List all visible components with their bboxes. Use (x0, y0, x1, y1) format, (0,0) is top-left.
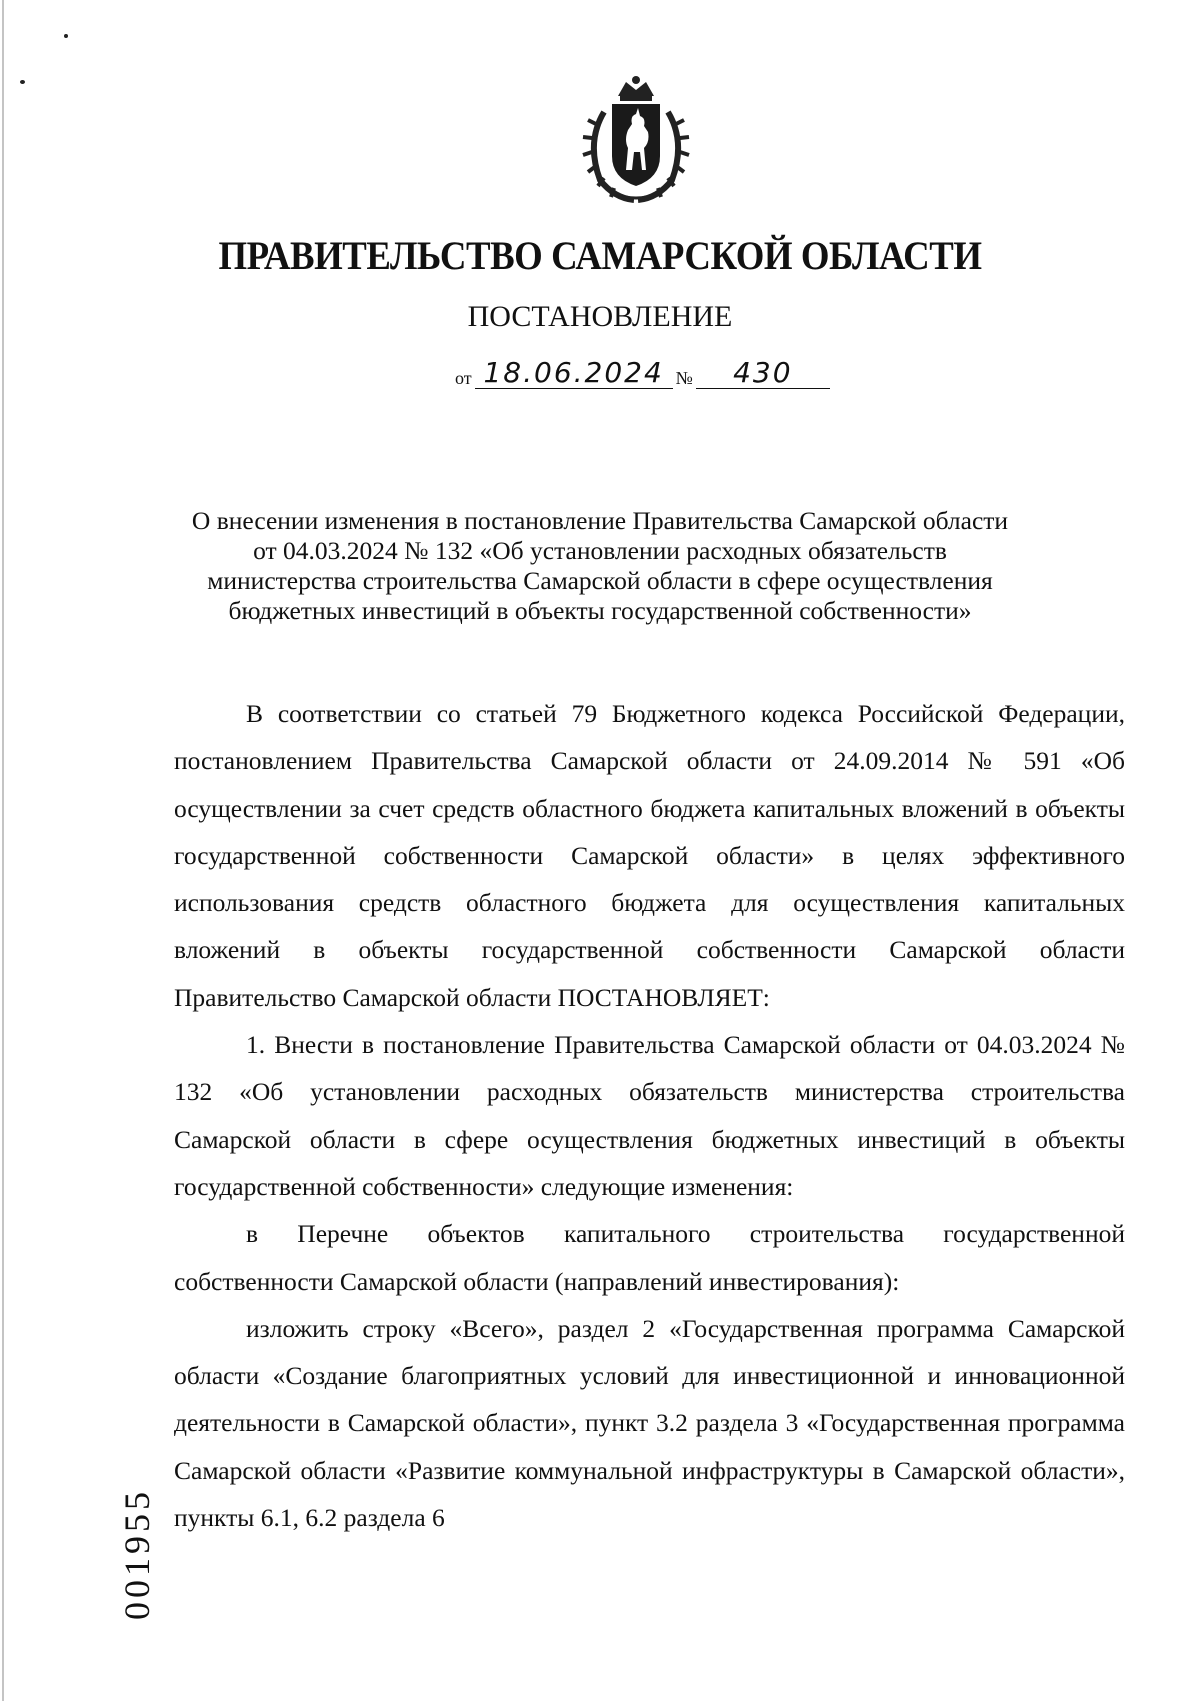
coat-of-arms-icon (574, 72, 698, 204)
document-type: ПОСТАНОВЛЕНИЕ (467, 300, 733, 333)
date-number-line (452, 358, 852, 389)
scan-speck (20, 80, 25, 84)
number-label: № (675, 368, 693, 388)
date-value: 18.06.2024 (475, 358, 673, 389)
body-paragraph: изложить строку «Всего», раздел 2 «Государственная программа Самарской области «Создание благоприятных условий для инвестиционной и инновационной деятельности в Самарской области», пункт 3.2 раздела 3 «Государственная программа Самарской области «Развитие коммунальной инфраструктуры в Самарской области», пункты 6.1, 6.2 раздела 6 (174, 1313, 1125, 1533)
subject-line: министерства строительства Самарской области в сфере осуществления (207, 566, 993, 595)
body-paragraph: 1. Внести в постановление Правительства Самарской области от 04.03.2024 № 132 «Об установлении расходных обязательств министерства строительства Самарской области в сфере осуществления бюджетных инвестиций в объекты государственной собственности» следующие изменения: (174, 1030, 1125, 1201)
subject-line: бюджетных инвестиций в объекты государственной собственности» (228, 596, 972, 625)
date-label: от (455, 368, 472, 388)
scan-speck (64, 34, 68, 38)
coat-of-arms-emblem (574, 72, 698, 204)
margin-registration-number: 001955 (117, 1488, 157, 1620)
number-value: 430 (696, 358, 830, 389)
document-subject (170, 506, 1030, 626)
body-paragraph: в Перечне объектов капитального строительства государственной собственности Самарской области (направлений инвестирования): (174, 1219, 1125, 1296)
subject-line: О внесении изменения в постановление Правительства Самарской области (191, 506, 1009, 535)
subject-line: от 04.03.2024 № 132 «Об установлении расходных обязательств (253, 536, 947, 565)
document-body (174, 690, 1125, 1541)
scan-edge (2, 0, 4, 1701)
body-paragraph: В соответствии со статьей 79 Бюджетного кодекса Российской Федерации, постановлением Правительства Самарской области от 24.09.2014 № 591 «Об осуществлении за счет средств областного бюджета капитальных вложений в объекты государственной собственности Самарской области» в целях эффективного использования средств областного бюджета для осуществления капитальных вложений в объекты государственной собственности Самарской области Правительство Самарской области ПОСТАНОВЛЯЕТ: (174, 699, 1125, 1012)
organization-title: ПРАВИТЕЛЬСТВО САМАРСКОЙ ОБЛАСТИ (218, 233, 982, 278)
